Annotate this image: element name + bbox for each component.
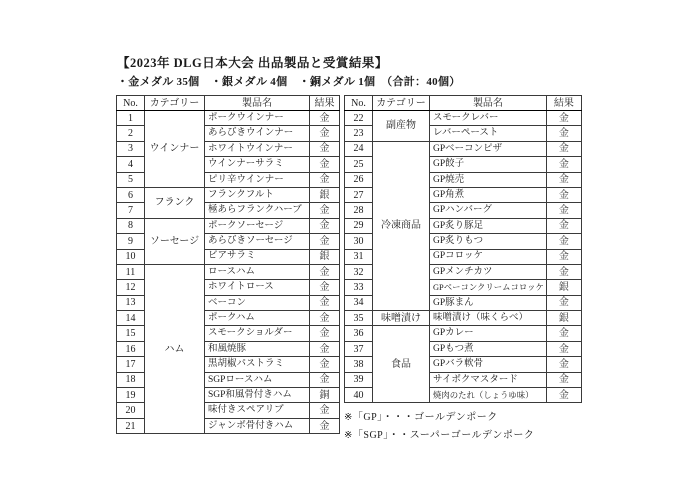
- row-number-cell: 37: [345, 341, 373, 356]
- product-cell: スモークショルダー: [205, 326, 310, 341]
- column-header: 製品名: [205, 96, 310, 111]
- result-cell: 金: [546, 264, 581, 279]
- product-cell: 和風焼豚: [205, 341, 310, 356]
- product-cell: ベーコン: [205, 295, 310, 310]
- row-number-cell: 12: [117, 280, 145, 295]
- result-cell: 金: [310, 326, 340, 341]
- result-cell: 金: [310, 403, 340, 418]
- row-number-cell: 20: [117, 403, 145, 418]
- column-header: 結果: [546, 96, 581, 111]
- product-cell: GPベーコンピザ: [430, 141, 547, 156]
- table-row: [345, 111, 582, 126]
- row-number-cell: 33: [345, 280, 373, 295]
- product-cell: GPバラ軟骨: [430, 357, 547, 372]
- row-number-cell: 13: [117, 295, 145, 310]
- row-number-cell: 25: [345, 157, 373, 172]
- row-number-cell: 39: [345, 372, 373, 387]
- row-number-cell: 18: [117, 372, 145, 387]
- product-cell: あらびきソーセージ: [205, 234, 310, 249]
- row-number-cell: 38: [345, 357, 373, 372]
- product-cell: レバーペースト: [430, 126, 547, 141]
- row-number-cell: 24: [345, 141, 373, 156]
- result-cell: 金: [546, 157, 581, 172]
- column-header: No.: [345, 96, 373, 111]
- product-cell: ポークウインナー: [205, 111, 310, 126]
- result-cell: 金: [310, 218, 340, 233]
- table-row: [345, 141, 582, 156]
- result-cell: 金: [546, 187, 581, 202]
- product-cell: 味付きスペアリブ: [205, 403, 310, 418]
- footnotes: [344, 409, 582, 444]
- result-cell: 金: [310, 295, 340, 310]
- product-cell: GP炙りもつ: [430, 234, 547, 249]
- row-number-cell: 32: [345, 264, 373, 279]
- column-header: 結果: [310, 96, 340, 111]
- product-cell: GPハンバーグ: [430, 203, 547, 218]
- row-number-cell: 1: [117, 111, 145, 126]
- table-row: [117, 187, 340, 202]
- row-number-cell: 23: [345, 126, 373, 141]
- row-number-cell: 4: [117, 157, 145, 172]
- row-number-cell: 16: [117, 341, 145, 356]
- category-cell: ハム: [145, 264, 205, 433]
- product-cell: GP豚まん: [430, 295, 547, 310]
- result-cell: 金: [546, 218, 581, 233]
- category-cell: フランク: [145, 187, 205, 218]
- result-cell: 金: [310, 172, 340, 187]
- product-cell: SGP和風骨付きハム: [205, 388, 310, 403]
- product-cell: ウインナーサラミ: [205, 157, 310, 172]
- column-header: カテゴリー: [145, 96, 205, 111]
- column-header: カテゴリー: [373, 96, 430, 111]
- row-number-cell: 36: [345, 326, 373, 341]
- row-number-cell: 26: [345, 172, 373, 187]
- product-cell: ピリ辛ウインナー: [205, 172, 310, 187]
- result-cell: 金: [546, 111, 581, 126]
- result-cell: 金: [310, 372, 340, 387]
- result-cell: 銀: [546, 280, 581, 295]
- row-number-cell: 2: [117, 126, 145, 141]
- product-cell: GPもつ煮: [430, 341, 547, 356]
- results-tables: [116, 95, 582, 444]
- product-cell: 黒胡椒パストラミ: [205, 357, 310, 372]
- results-table-right: [344, 95, 582, 403]
- result-cell: 金: [310, 357, 340, 372]
- table-row: [345, 326, 582, 341]
- table-header-row: [117, 96, 340, 111]
- product-cell: ポークソーセージ: [205, 218, 310, 233]
- product-cell: ビアサラミ: [205, 249, 310, 264]
- result-cell: 銅: [310, 388, 340, 403]
- column-header: No.: [117, 96, 145, 111]
- row-number-cell: 34: [345, 295, 373, 310]
- result-cell: 金: [310, 203, 340, 218]
- result-cell: 金: [310, 418, 340, 433]
- table-row: [117, 111, 340, 126]
- product-cell: あらびきウインナー: [205, 126, 310, 141]
- result-cell: 金: [546, 357, 581, 372]
- results-table-left: [116, 95, 340, 434]
- note-line: ※「GP」・・・ゴールデンポーク: [344, 412, 498, 424]
- row-number-cell: 9: [117, 234, 145, 249]
- row-number-cell: 3: [117, 141, 145, 156]
- medal-summary: ・金メダル 35個 ・銀メダル 4個 ・銅メダル 1個 （合計：40個）: [117, 76, 461, 88]
- result-cell: 金: [546, 234, 581, 249]
- product-cell: ホワイトウインナー: [205, 141, 310, 156]
- category-cell: 味噌漬け: [373, 311, 430, 326]
- product-cell: GP角煮: [430, 187, 547, 202]
- product-cell: GP焼売: [430, 172, 547, 187]
- product-cell: GPメンチカツ: [430, 264, 547, 279]
- result-cell: 金: [546, 203, 581, 218]
- row-number-cell: 30: [345, 234, 373, 249]
- product-cell: ポークハム: [205, 311, 310, 326]
- product-cell: GP餃子: [430, 157, 547, 172]
- row-number-cell: 35: [345, 311, 373, 326]
- table-row: [117, 218, 340, 233]
- result-cell: 金: [310, 111, 340, 126]
- result-cell: 金: [546, 388, 581, 403]
- product-cell: 味噌漬け（味くらべ）: [430, 311, 547, 326]
- row-number-cell: 27: [345, 187, 373, 202]
- row-number-cell: 22: [345, 111, 373, 126]
- result-cell: 金: [310, 280, 340, 295]
- result-cell: 金: [310, 264, 340, 279]
- product-cell: 極あらフランクハーブ: [205, 203, 310, 218]
- column-header: 製品名: [430, 96, 547, 111]
- category-cell: ウインナー: [145, 111, 205, 188]
- row-number-cell: 21: [117, 418, 145, 433]
- product-cell: GPコロッケ: [430, 249, 547, 264]
- row-number-cell: 5: [117, 172, 145, 187]
- row-number-cell: 19: [117, 388, 145, 403]
- product-cell: フランクフルト: [205, 187, 310, 202]
- row-number-cell: 17: [117, 357, 145, 372]
- product-cell: ジャンボ骨付きハム: [205, 418, 310, 433]
- result-cell: 金: [310, 341, 340, 356]
- category-cell: 冷凍商品: [373, 141, 430, 310]
- product-cell: ロースハム: [205, 264, 310, 279]
- product-cell: GPベーコンクリームコロッケ: [430, 280, 547, 295]
- row-number-cell: 31: [345, 249, 373, 264]
- row-number-cell: 6: [117, 187, 145, 202]
- result-cell: 金: [546, 249, 581, 264]
- result-cell: 金: [310, 157, 340, 172]
- result-cell: 金: [546, 172, 581, 187]
- product-cell: GP炙り豚足: [430, 218, 547, 233]
- row-number-cell: 15: [117, 326, 145, 341]
- page-title: 【2023年 DLG日本大会 出品製品と受賞結果】: [117, 56, 388, 70]
- product-cell: SGPロースハム: [205, 372, 310, 387]
- result-cell: 銀: [546, 311, 581, 326]
- result-cell: 銀: [310, 249, 340, 264]
- row-number-cell: 11: [117, 264, 145, 279]
- result-cell: 金: [310, 311, 340, 326]
- result-cell: 金: [310, 126, 340, 141]
- result-cell: 金: [546, 295, 581, 310]
- row-number-cell: 7: [117, 203, 145, 218]
- table-row: [117, 264, 340, 279]
- row-number-cell: 14: [117, 311, 145, 326]
- product-cell: スモークレバー: [430, 111, 547, 126]
- row-number-cell: 40: [345, 388, 373, 403]
- row-number-cell: 28: [345, 203, 373, 218]
- product-cell: サイボクマスタード: [430, 372, 547, 387]
- right-column: [344, 95, 582, 444]
- product-cell: 焼肉のたれ（しょうゆ味）: [430, 388, 547, 403]
- table-header-row: [345, 96, 582, 111]
- table-row: [345, 311, 582, 326]
- result-cell: 金: [546, 326, 581, 341]
- result-cell: 金: [310, 141, 340, 156]
- result-cell: 金: [546, 341, 581, 356]
- result-cell: 銀: [310, 187, 340, 202]
- result-cell: 金: [546, 372, 581, 387]
- category-cell: 食品: [373, 326, 430, 403]
- row-number-cell: 10: [117, 249, 145, 264]
- product-cell: GPカレー: [430, 326, 547, 341]
- row-number-cell: 29: [345, 218, 373, 233]
- result-cell: 金: [546, 141, 581, 156]
- result-cell: 金: [310, 234, 340, 249]
- product-cell: ホワイトロース: [205, 280, 310, 295]
- row-number-cell: 8: [117, 218, 145, 233]
- note-line: ※「SGP」・・スーパーゴールデンポーク: [344, 429, 535, 441]
- category-cell: 副産物: [373, 111, 430, 142]
- result-cell: 金: [546, 126, 581, 141]
- category-cell: ソーセージ: [145, 218, 205, 264]
